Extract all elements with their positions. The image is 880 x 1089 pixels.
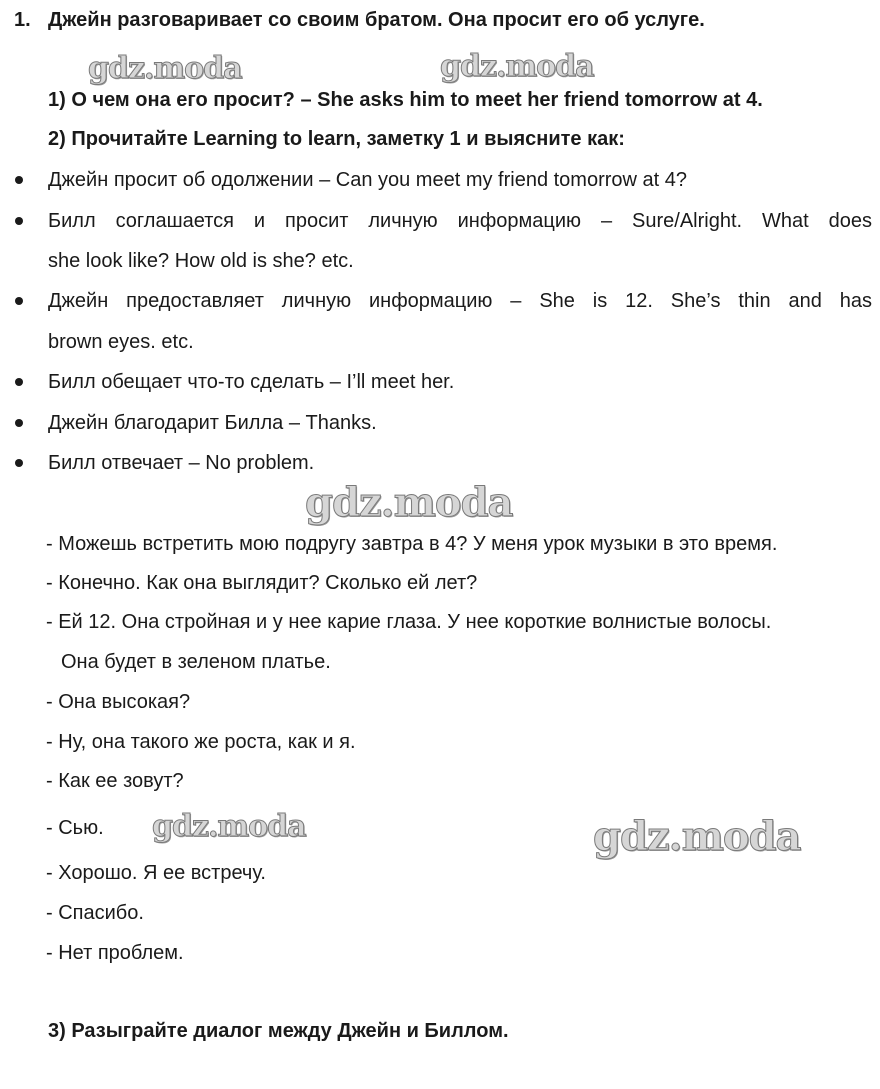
list-item-text: Джейн предоставляет личную информацию – She is 12. She’s thin and has (48, 290, 872, 312)
dialogue-line: - Спасибо. (46, 902, 144, 924)
dialogue-line: - Можешь встретить мою подругу завтра в 4? У меня урок музыки в это время. (46, 533, 778, 555)
watermark-logo: gdz.moda (152, 809, 306, 844)
bullet-icon (15, 459, 23, 467)
dialogue-line: - Как ее зовут? (46, 770, 184, 792)
list-item-text: Джейн просит об одолжении – Can you meet my friend tomorrow at 4? (48, 169, 688, 191)
list-item-text: Билл отвечает – No problem. (48, 452, 315, 474)
task-number: 1. (14, 9, 31, 31)
dialogue-line: - Конечно. Как она выглядит? Сколько ей лет? (46, 572, 478, 594)
list-item-text: Джейн благодарит Билла – Thanks. (48, 412, 377, 434)
list-item-text: Билл обещает что-то сделать – I’ll meet her. (48, 371, 455, 393)
watermark-logo: gdz.moda (305, 479, 513, 526)
dialogue-line: - Ей 12. Она стройная и у нее карие глаза. У нее короткие волнистые волосы. (46, 611, 772, 633)
list-item-text-continued: brown eyes. etc. (48, 331, 194, 353)
question-1: 1) О чем она его просит? – She asks him to meet her friend tomorrow at 4. (48, 89, 763, 111)
bullet-icon (15, 378, 23, 386)
dialogue-line: Она будет в зеленом платье. (61, 651, 331, 673)
dialogue-line: - Ну, она такого же роста, как и я. (46, 731, 356, 753)
task-title: Джейн разговаривает со своим братом. Она просит его об услуге. (48, 9, 705, 31)
question-2: 2) Прочитайте Learning to learn, заметку 1 и выясните как: (48, 128, 625, 150)
question-3: 3) Разыграйте диалог между Джейн и Биллом. (48, 1020, 509, 1042)
dialogue-line: - Она высокая? (46, 691, 191, 713)
watermark-logo: gdz.moda (440, 49, 594, 84)
watermark-logo: gdz.moda (88, 51, 242, 86)
bullet-icon (15, 297, 23, 305)
list-item-text-continued: she look like? How old is she? etc. (48, 250, 354, 272)
bullet-icon (15, 176, 23, 184)
bullet-icon (15, 419, 23, 427)
dialogue-line: - Сью. (46, 817, 104, 839)
list-item-text: Билл соглашается и просит личную информацию – Sure/Alright. What does (48, 210, 872, 232)
bullet-icon (15, 217, 23, 225)
dialogue-line: - Нет проблем. (46, 942, 184, 964)
watermark-logo: gdz.moda (593, 813, 801, 860)
dialogue-line: - Хорошо. Я ее встречу. (46, 862, 266, 884)
